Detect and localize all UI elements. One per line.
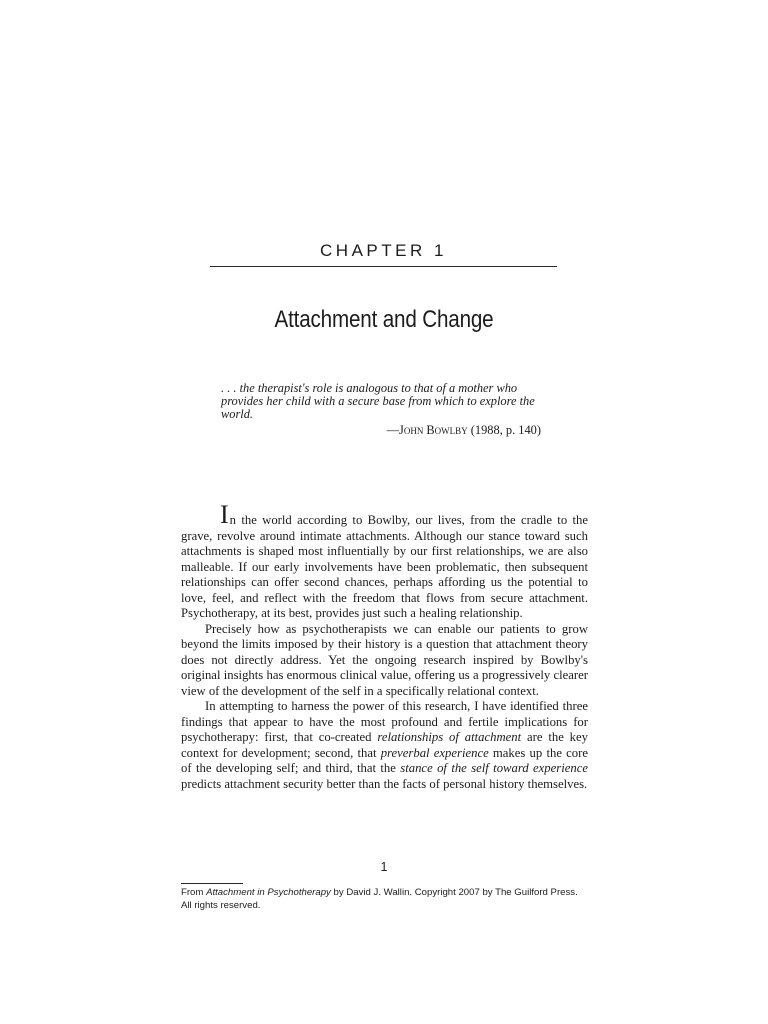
epigraph-attribution (221, 423, 541, 437)
copyright-line-2: All rights reserved. (181, 899, 261, 911)
text-run: n the world according to Bowlby, our lives, from the cradle to the grave, revolve around intimate attachments. Although our stance toward such attachments is shaped most influentially by our first relationships, we are also malleable. If our early involvements have been problematic, then subsequent relationships can offer second chances, perhaps affording us the potential to love, feel, and reflect with the freedom that flows from secure attachment. Psychotherapy, at its best, provides just such a healing relationship. (181, 513, 588, 620)
text-run: In attempting to harness the power of this research, I have identified three findings that appear to have the most profound and fertile implications for psychotherapy: first, that co-created (181, 699, 588, 744)
text-run: (1988, p. 140) (467, 423, 541, 437)
body-paragraph-2 (181, 622, 588, 700)
body-paragraph-1 (181, 500, 588, 622)
body-paragraph-3 (181, 699, 588, 792)
copyright-note (181, 887, 611, 912)
text-run: makes up the core of the developing self; and third, that the (181, 745, 589, 775)
text-run: predicts attachment security better than the facts of personal history themselves. (181, 776, 588, 791)
copyright-line-1 (181, 887, 611, 900)
drop-cap-letter: I (220, 500, 229, 529)
footnote-divider (181, 883, 243, 884)
text-run: Precisely how as psychotherapists we can enable our patients to grow beyond the limits imposed by their history is a question that attachment theory does not directly address. Yet the ongoing research inspired by Bowlby's original insights has enormous clinical value, offering us a progressively clearer view of the development of the self in a specifically relational context. (181, 621, 588, 698)
text-run: From (181, 887, 207, 898)
text-run: are the key context for development; second, that (181, 730, 589, 760)
italic-text-run: relationships of attachment (377, 730, 522, 744)
smallcaps-text-run: —John Bowlby (386, 423, 468, 437)
epigraph-quote: . . . the therapist's role is analogous to that of a mother who provides her child with a secure base from which to explore the world. (221, 381, 535, 421)
page-number: 1 (380, 860, 388, 874)
chapter-label: CHAPTER 1 (320, 241, 447, 260)
text-run: by David J. Wallin. Copyright 2007 by The Guilford Press. (330, 887, 578, 898)
italic-text-run: stance of the self toward experience (400, 761, 588, 775)
italic-text-run: Attachment in Psychotherapy (206, 887, 331, 898)
chapter-divider (210, 266, 557, 267)
chapter-title: Attachment and Change (274, 306, 494, 333)
body-text (181, 500, 589, 792)
italic-text-run: preverbal experience (380, 745, 489, 760)
